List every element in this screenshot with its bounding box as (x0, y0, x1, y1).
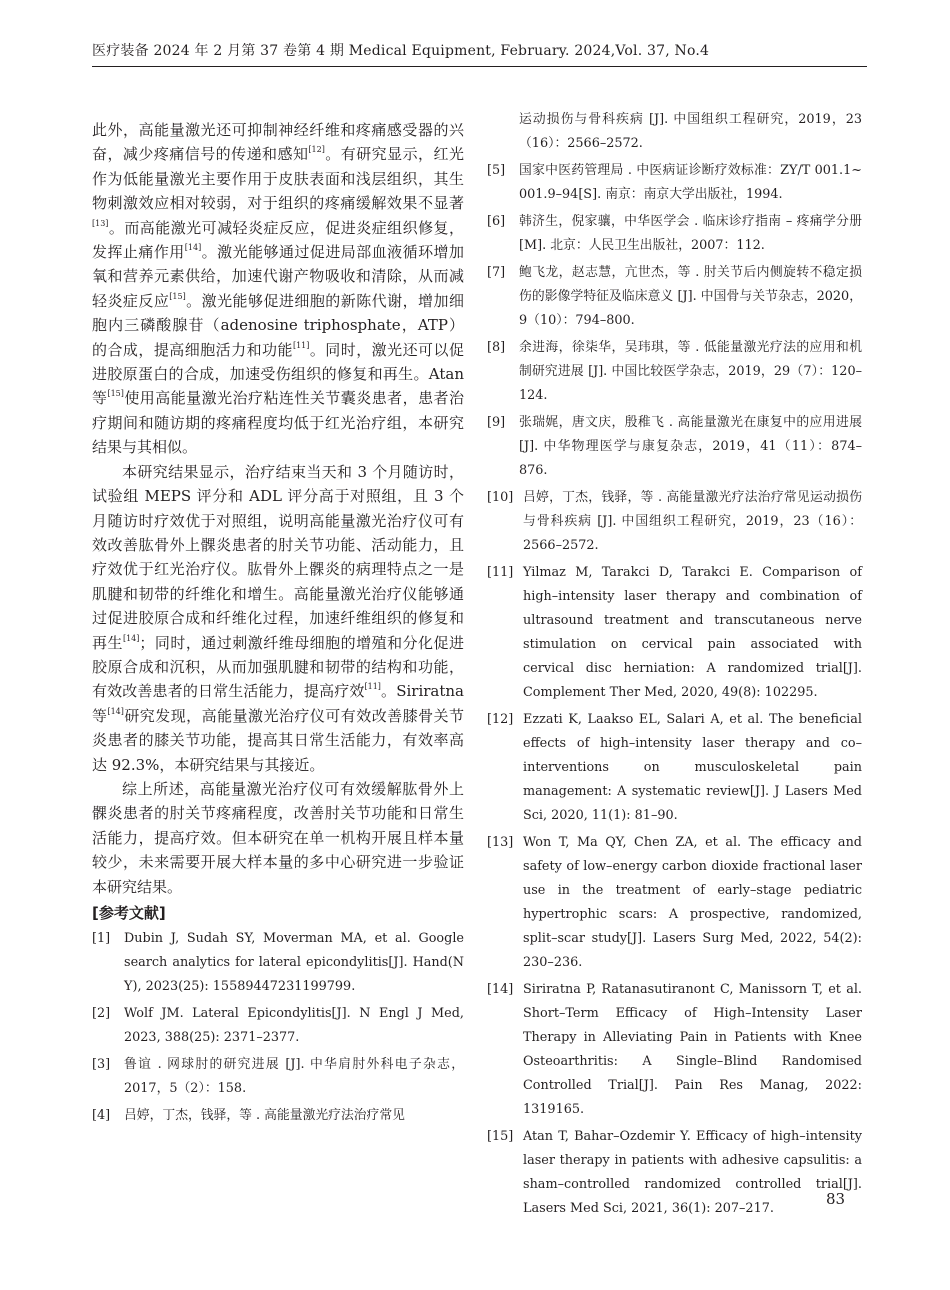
reference-text: Siriratna P, Ratanasutiranont C, Manissorn T, et al. Short–Term Efficacy of High–Intensity Laser Therapy in Alleviating Pain in Patients with Knee Osteoarthritis: A Single–Blind Randomised Controlled Trial[J]. Pain Res Manag, 2022: 1319165. (523, 982, 862, 1117)
left-column (92, 118, 464, 1131)
reference-number: [2] (92, 1006, 111, 1021)
reference-item (487, 411, 862, 483)
references-heading: [参考文献] (92, 904, 166, 922)
reference-number: [12] (487, 712, 514, 727)
citation: [15] (169, 291, 186, 301)
reference-item (487, 978, 862, 1122)
reference-item (92, 1053, 464, 1101)
reference-text: 鲁谊 . 网球肘的研究进展 [J]. 中华肩肘外科电子杂志，2017，5（2）：158. (124, 1057, 464, 1096)
reference-item (487, 486, 862, 558)
citation: [15] (107, 389, 124, 399)
reference-item (487, 708, 862, 828)
reference-number: [15] (487, 1129, 514, 1144)
reference-number: [4] (92, 1108, 111, 1123)
paragraph-discussion-2: 本研究结果显示，治疗结束当天和 3 个月随访时，试验组 MEPS 评分和 ADL 评分高于对照组，且 3 个月随访时疗效优于对照组，说明高能量激光治疗仪可有效改善肱骨外上髁炎患者的肘关节功能、活动能力，且疗效优于红光治疗仪。肱骨外上髁炎的病理特点之一是肌腱和韧带的纤维化和增生。高能量激光治疗仪能够通过促进胶原合成和纤维化过程，加速纤维组织的修复和再生[14]；同时，通过刺激纤维母细胞的增殖和分化促进胶原合成和沉积，从而加强肌腱和韧带的结构和功能，有效改善患者的日常生活能力，提高疗效[11]。Siriratna 等[14]研究发现，高能量激光治疗仪可有效改善膝骨关节炎患者的膝关节功能，提高其日常生活能力，有效率高达 92.3%，本研究结果与其接近。 (92, 462, 464, 774)
reference-item (487, 261, 862, 333)
reference-item (487, 108, 862, 156)
reference-text: Dubin J, Sudah SY, Moverman MA, et al. Google search analytics for lateral epicondylitis[J]. Hand(N Y), 2023(25): 15589447231199799. (124, 931, 464, 994)
paragraph-discussion-1: 此外，高能量激光还可抑制神经纤维和疼痛感受器的兴奋，减少疼痛信号的传递和感知[12]。有研究显示，红光作为低能量激光主要作用于皮肤表面和浅层组织，其生物刺激效应相对较弱，对于组织的疼痛缓解效果不显著[13]。而高能激光可减轻炎症反应，促进炎症组织修复，发挥止痛作用[14]。激光能够通过促进局部血液循环增加氧和营养元素供给，加速代谢产物吸收和清除，从而减轻炎症反应[15]。激光能够促进细胞的新陈代谢，增加细胞内三磷酸腺苷（adenosine triphosphate，ATP）的合成，提高细胞活力和功能[11]。同时，激光还可以促进胶原蛋白的合成，加速受伤组织的修复和再生。Atan 等[15]使用高能量激光治疗粘连性关节囊炎患者，患者治疗期间和随访期的疼痛程度均低于红光治疗组，本研究结果与其相似。 (92, 121, 464, 457)
reference-number: [10] (487, 490, 514, 505)
reference-text: Wolf JM. Lateral Epicondylitis[J]. N Engl J Med, 2023, 388(25): 2371–2377. (124, 1006, 464, 1045)
reference-item (487, 159, 862, 207)
header-rule (92, 66, 867, 67)
reference-item (92, 927, 464, 999)
citation: [14] (184, 243, 202, 253)
reference-item (487, 831, 862, 975)
reference-text: 余进海，徐柒华，吴玮琪，等 . 低能量激光疗法的应用和机制研究进展 [J]. 中国比较医学杂志，2019，29（7）：120–124. (519, 340, 862, 403)
reference-number: [1] (92, 931, 111, 946)
reference-number: [9] (487, 415, 506, 430)
reference-item (487, 210, 862, 258)
citation: [14] (122, 633, 140, 643)
citation: [11] (364, 682, 381, 692)
reference-item (487, 561, 862, 705)
references-list-left (92, 927, 464, 1128)
citation: [11] (292, 340, 310, 350)
reference-text: 吕婷，丁杰，钱驿，等 . 高能量激光疗法治疗常见运动损伤与骨科疾病 [J]. 中国组织工程研究，2019，23（16）：2566–2572. (523, 490, 862, 553)
reference-text: Won T, Ma QY, Chen ZA, et al. The efficacy and safety of low–energy carbon dioxide fractional laser use in the treatment of early–stage pediatric hypertrophic scars: A prospective, randomized, split–scar study[J]. Lasers Surg Med, 2022, 54(2): 230–236. (523, 835, 862, 970)
citation: [12] (308, 145, 325, 155)
references-list-right (487, 108, 862, 1221)
reference-text: 韩济生，倪家骧，中华医学会 . 临床诊疗指南 – 疼痛学分册 [M]. 北京：人民卫生出版社，2007：112. (519, 214, 862, 253)
reference-number: [11] (487, 565, 514, 580)
reference-item (92, 1104, 464, 1128)
reference-text: Atan T, Bahar–Ozdemir Y. Efficacy of high–intensity laser therapy in patients with adhesive capsulitis: a sham–controlled randomized controlled trial[J]. Lasers Med Sci, 2021, 36(1): 207–217. (523, 1129, 862, 1216)
reference-number: [14] (487, 982, 514, 997)
paragraph-conclusion: 综上所述，高能量激光治疗仪可有效缓解肱骨外上髁炎患者的肘关节疼痛程度，改善肘关节功能和日常生活能力，提高疗效。但本研究在单一机构开展且样本量较少，未来需要开展大样本量的多中心研究进一步验证本研究结果。 (92, 779, 464, 896)
right-column (487, 108, 862, 1224)
reference-number: [6] (487, 214, 506, 229)
citation: [13] (92, 218, 109, 228)
reference-item (487, 336, 862, 408)
reference-text: 国家中医药管理局 . 中医病证诊断疗效标准：ZY/T 001.1~ 001.9–94[S]. 南京：南京大学出版社，1994. (519, 163, 862, 202)
reference-number: [5] (487, 163, 506, 178)
reference-text: Ezzati K, Laakso EL, Salari A, et al. The beneficial effects of high–intensity laser therapy and co–interventions on musculoskeletal pain management: A systematic review[J]. J Lasers Med Sci, 2020, 11(1): 81–90. (523, 712, 862, 823)
reference-number: [8] (487, 340, 506, 355)
reference-item (487, 1125, 862, 1221)
citation: [14] (107, 706, 124, 716)
reference-item (92, 1002, 464, 1050)
reference-text: Yilmaz M, Tarakci D, Tarakci E. Comparison of high–intensity laser therapy and combination of ultrasound treatment and transcutaneous nerve stimulation on cervical pain associated with cervical disc herniation: A randomized trial[J]. Complement Ther Med, 2020, 49(8): 102295. (523, 565, 862, 700)
reference-text: 运动损伤与骨科疾病 [J]. 中国组织工程研究，2019，23（16）：2566–2572. (519, 112, 862, 151)
reference-number: [7] (487, 265, 506, 280)
page-number: 83 (826, 1190, 846, 1208)
reference-number: [13] (487, 835, 514, 850)
reference-text: 鲍飞龙，赵志慧，亢世杰，等 . 肘关节后内侧旋转不稳定损伤的影像学特征及临床意义 [J]. 中国骨与关节杂志，2020，9（10）：794–800. (519, 265, 862, 328)
running-header: 医疗装备 2024 年 2 月第 37 卷第 4 期 Medical Equipment, February. 2024,Vol. 37, No.4 (92, 43, 710, 59)
reference-text: 张瑞娓，唐文庆，殷稚飞 . 高能量激光在康复中的应用进展 [J]. 中华物理医学与康复杂志，2019，41（11）：874–876. (519, 415, 862, 478)
reference-text: 吕婷，丁杰，钱驿，等 . 高能量激光疗法治疗常见 (124, 1108, 405, 1123)
reference-number: [3] (92, 1057, 111, 1072)
